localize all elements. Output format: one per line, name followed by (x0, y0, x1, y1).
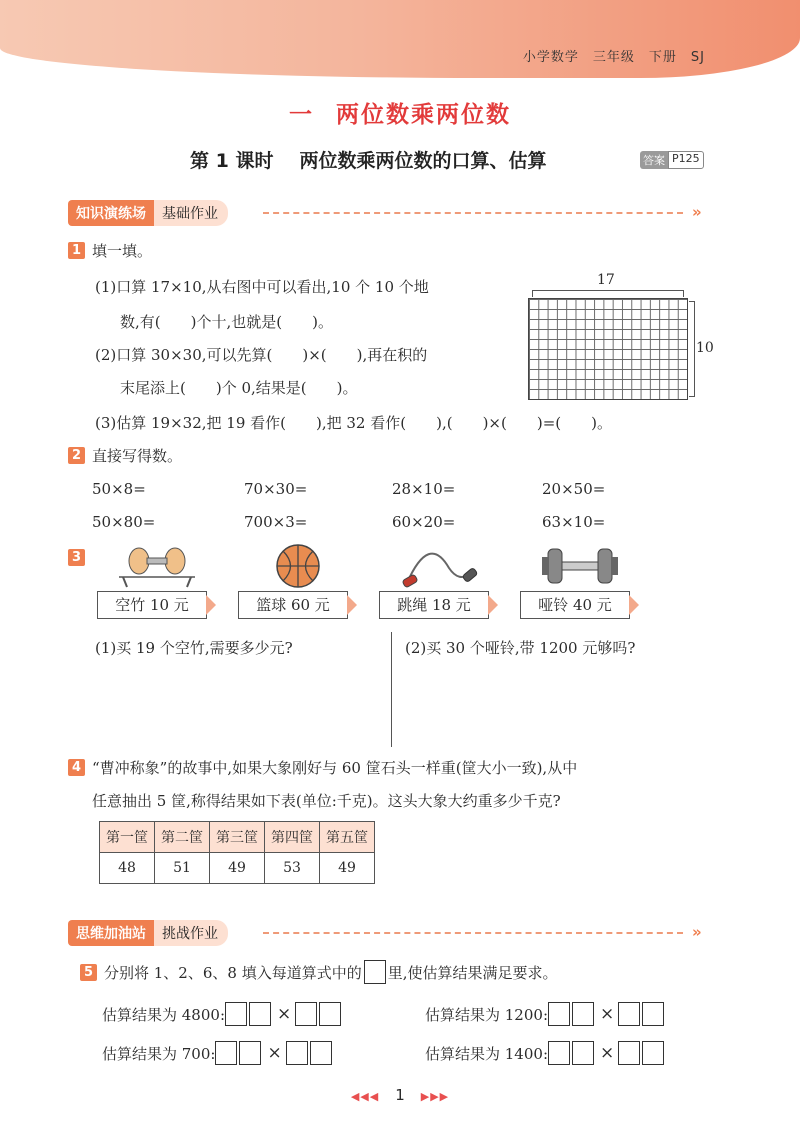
q4-line2: 任意抽出 5 筐,称得结果如下表(单位:千克)。这头大象大约重多少千克? (92, 792, 561, 810)
estimate-row (102, 1002, 343, 1026)
section-label: 思维加油站 (68, 920, 154, 946)
section-challenge-header (68, 920, 718, 946)
calc-item: 63×10= (542, 513, 606, 531)
digit-box[interactable] (618, 1002, 640, 1026)
estimate-row (425, 1002, 666, 1026)
digit-box[interactable] (319, 1002, 341, 1026)
item-label: 篮球 60 元 (238, 591, 348, 619)
item-label: 空竹 10 元 (97, 591, 207, 619)
table-cell: 49 (320, 853, 375, 884)
calc-item: 70×30= (244, 480, 308, 498)
table-header: 第五筐 (320, 822, 375, 853)
table-header: 第一筐 (100, 822, 155, 853)
q1-part3: (3)估算 19×32,把 19 看作( ),把 32 看作( ),( )×( )=( )。 (95, 414, 612, 432)
table-cell: 48 (100, 853, 155, 884)
grid-height-label: 10 (696, 340, 714, 356)
estimate-label: 估算结果为 1200: (425, 1005, 548, 1024)
calc-item: 28×10= (392, 480, 456, 498)
section-sub: 挑战作业 (154, 920, 228, 946)
estimate-row (102, 1041, 334, 1065)
calc-item: 700×3= (244, 513, 308, 531)
subject: 小学数学 (522, 50, 579, 65)
page-footer (0, 1086, 800, 1104)
question-number: 4 (68, 759, 85, 776)
digit-box[interactable] (548, 1041, 570, 1065)
estimate-row (425, 1041, 666, 1065)
chapter-name: 两位数乘两位数 (336, 102, 511, 128)
edition: SJ (690, 50, 705, 65)
times-sign: × (267, 1043, 282, 1063)
calc-item: 60×20= (392, 513, 456, 531)
section-basic-header (68, 200, 718, 226)
digit-box[interactable] (572, 1041, 594, 1065)
digit-box[interactable] (618, 1041, 640, 1065)
arrows-icon: » (692, 923, 702, 941)
section-label: 知识演练场 (68, 200, 154, 226)
item-card (97, 543, 217, 621)
chapter-number: 一 (289, 102, 314, 128)
item-card (238, 543, 358, 621)
digit-box[interactable] (239, 1041, 261, 1065)
question-number: 5 (80, 964, 97, 981)
basketball-icon (258, 543, 338, 589)
q1-part2-line2: 末尾添上( )个 0,结果是( )。 (120, 379, 358, 397)
digit-box[interactable] (225, 1002, 247, 1026)
table-cell: 51 (155, 853, 210, 884)
digit-box[interactable] (642, 1041, 664, 1065)
digit-box[interactable] (215, 1041, 237, 1065)
digit-box[interactable] (642, 1002, 664, 1026)
table-header-row (100, 822, 375, 853)
question-number: 2 (68, 447, 85, 464)
question-prompt: 填一填。 (92, 242, 153, 260)
item-card (379, 543, 499, 621)
times-sign: × (277, 1004, 292, 1024)
grid-diagram (528, 298, 688, 400)
table-cell: 53 (265, 853, 320, 884)
dumbbell-icon (540, 543, 620, 589)
page-number: 1 (395, 1086, 405, 1104)
q4-line1: “曹冲称象”的故事中,如果大象刚好与 60 筐石头一样重(筐大小一致),从中 (92, 759, 578, 777)
calc-item: 50×8= (92, 480, 146, 498)
item-card (520, 543, 640, 621)
next-arrows-icon: ▶▶▶ (420, 1090, 450, 1103)
calc-item: 50×80= (92, 513, 156, 531)
grade: 三年级 (592, 50, 635, 65)
estimate-label: 估算结果为 700: (102, 1044, 216, 1063)
book-info (509, 46, 705, 65)
table-row (100, 853, 375, 884)
answer-page: P125 (668, 151, 704, 169)
q5-prompt (104, 960, 558, 984)
lesson-title (190, 146, 546, 173)
section-divider (263, 932, 683, 934)
digit-box[interactable] (249, 1002, 271, 1026)
weights-table (99, 821, 375, 884)
lesson-name: 两位数乘两位数的口算、估算 (299, 150, 547, 172)
diabolo-icon (117, 543, 197, 589)
times-sign: × (600, 1043, 615, 1063)
table-header: 第四筐 (265, 822, 320, 853)
estimate-label: 估算结果为 1400: (425, 1044, 548, 1063)
answer-label: 答案 (640, 151, 668, 169)
grid-height-brace (689, 301, 695, 397)
q5-prompt-b: 里,使估算结果满足要求。 (387, 963, 558, 982)
arrows-icon: » (692, 203, 702, 221)
grid-width-brace (532, 290, 684, 297)
column-divider (391, 632, 392, 747)
question-number: 3 (68, 549, 85, 566)
grid-width-label: 17 (597, 272, 615, 288)
times-sign: × (600, 1004, 615, 1024)
section-sub: 基础作业 (154, 200, 228, 226)
q1-part1-line2: 数,有( )个十,也就是( )。 (120, 313, 333, 331)
digit-box[interactable] (310, 1041, 332, 1065)
chapter-title (0, 96, 800, 129)
jump-rope-icon (399, 543, 479, 589)
table-header: 第二筐 (155, 822, 210, 853)
calc-item: 20×50= (542, 480, 606, 498)
digit-box[interactable] (286, 1041, 308, 1065)
section-divider (263, 212, 683, 214)
question-number: 1 (68, 242, 85, 259)
answer-reference (640, 151, 704, 169)
q3-sub1: (1)买 19 个空竹,需要多少元? (95, 639, 293, 657)
answer-box-sample (364, 960, 386, 984)
lesson-number: 第 1 课时 (190, 150, 274, 172)
digit-box[interactable] (548, 1002, 570, 1026)
table-cell: 49 (210, 853, 265, 884)
estimate-label: 估算结果为 4800: (102, 1005, 225, 1024)
digit-box[interactable] (572, 1002, 594, 1026)
item-label: 跳绳 18 元 (379, 591, 489, 619)
digit-box[interactable] (295, 1002, 317, 1026)
volume: 下册 (648, 50, 677, 65)
item-label: 哑铃 40 元 (520, 591, 630, 619)
header-banner (0, 0, 800, 78)
q1-part2-line1: (2)口算 30×30,可以先算( )×( ),再在积的 (95, 346, 428, 364)
question-prompt: 直接写得数。 (92, 447, 183, 465)
prev-arrows-icon: ◀◀◀ (350, 1090, 380, 1103)
q1-part1-line1: (1)口算 17×10,从右图中可以看出,10 个 10 个地 (95, 278, 429, 296)
table-header: 第三筐 (210, 822, 265, 853)
q3-sub2: (2)买 30 个哑铃,带 1200 元够吗? (405, 639, 636, 657)
q5-prompt-a: 分别将 1、2、6、8 填入每道算式中的 (104, 963, 362, 982)
